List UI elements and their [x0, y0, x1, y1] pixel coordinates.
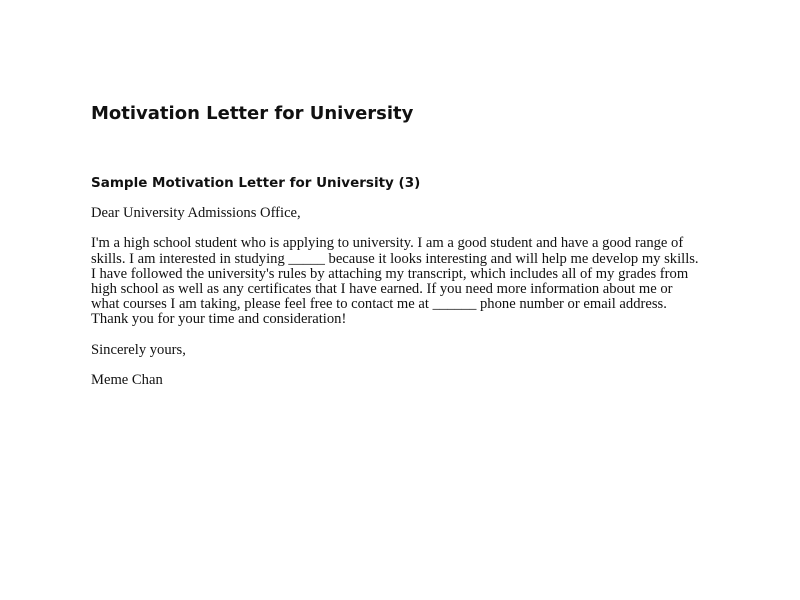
section-heading: Sample Motivation Letter for University (3) — [91, 175, 421, 191]
letter-salutation: Dear University Admissions Office, — [91, 205, 301, 221]
document-title: Motivation Letter for University — [91, 103, 414, 124]
letter-signature: Meme Chan — [91, 372, 163, 389]
letter-paragraph: I'm a high school student who is applying to university. I am a good student and have a good range of skills. I am interested in studying _____ because it looks interesting and will help me develop my skills. I have followed the university's rules by attaching my transcript, which includes all of my grades from high school as well as any certificates that I have earned. If you need more information about me or what courses I am taking, please feel free to contact me at ______ phone number or email address. Thank you for your time and consideration! — [91, 235, 699, 328]
letter-body — [91, 206, 701, 404]
letter-closing: Sincerely yours, — [91, 341, 186, 358]
